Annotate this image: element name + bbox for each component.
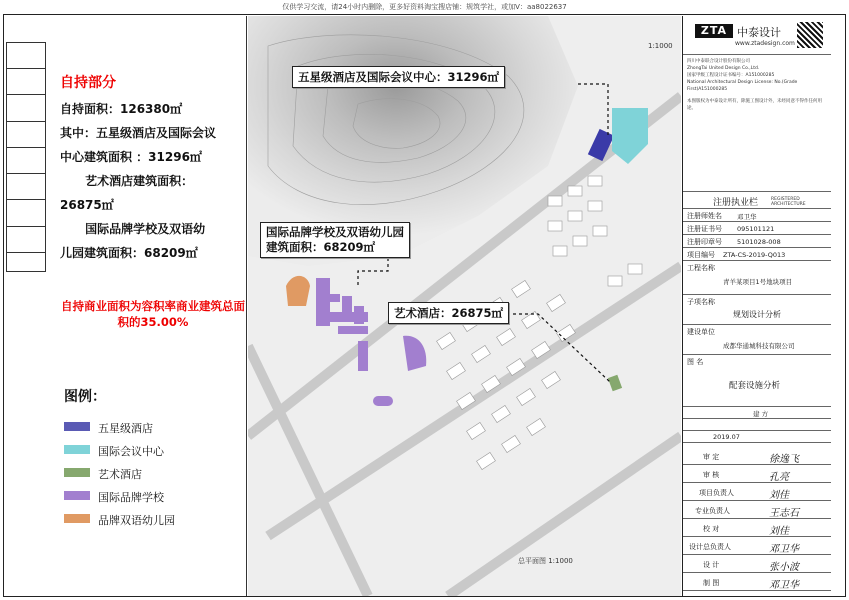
section-title: 自持部分 — [60, 75, 116, 91]
legend-label: 艺术酒店 — [98, 468, 142, 481]
area-line: 儿园建筑面积：68209㎡ — [60, 246, 198, 260]
signature: 徐逸飞 — [769, 454, 799, 465]
role-row: 设计总负责人 邓卫华 — [683, 537, 831, 555]
legend-swatch — [64, 445, 90, 454]
legend-label: 国际会议中心 — [98, 445, 164, 458]
area-line: 26875㎡ — [60, 198, 114, 212]
client-row: 建设单位 成都华通城科技有限公司 — [683, 325, 831, 355]
company-info: 四川中泰联合设计股份有限公司 ZhongTai United Design Co.,Ltd. 国家甲级工程设计证书编号：A151000285 National Architectural Design License: No.(Grade First)A151000285 — [687, 59, 798, 92]
legend-swatch — [64, 491, 90, 500]
drawing-title-row: 图 名 配套设施分析 — [683, 355, 831, 407]
callout-hotel-conference: 五星级酒店及国际会议中心：31296㎡ — [292, 66, 505, 88]
qr-code-icon — [797, 22, 823, 48]
role-row: 专业负责人 王志石 — [683, 501, 831, 519]
role-row: 校 对 刘佳 — [683, 519, 831, 537]
registry-row: 注册证书号 095101121 — [683, 222, 831, 235]
role-row: 审 定 徐逸飞 — [683, 447, 831, 465]
signature: 邓卫华 — [769, 580, 799, 591]
role-row: 制 图 邓卫华 — [683, 573, 831, 591]
signature: 刘佳 — [769, 526, 789, 537]
spacer-row — [683, 419, 831, 431]
date-row: 2019.07 — [683, 431, 831, 443]
role-row: 项目负责人 刘佳 — [683, 483, 831, 501]
header-note: 仅供学习交流，请24小时内删除，更多好资料淘宝搜店铺：规筑学社，或加V：aa8022637 — [282, 3, 567, 11]
callout-art-hotel: 艺术酒店：26875㎡ — [388, 302, 509, 324]
legend-label: 品牌双语幼儿园 — [98, 514, 175, 527]
area-line: 艺术酒店建筑面积： — [60, 174, 194, 188]
binding-strip — [6, 42, 46, 272]
title-block — [682, 16, 831, 596]
site-plan-map — [248, 16, 681, 596]
callout-school: 国际品牌学校及双语幼儿园 建筑面积：68209㎡ — [260, 222, 410, 258]
signature: 邓卫华 — [769, 544, 799, 555]
website: www.ztadesign.com — [735, 40, 795, 47]
area-line: 国际品牌学校及双语幼 — [60, 222, 206, 236]
legend-swatch — [64, 422, 90, 431]
ratio-note: 自持商业面积为容积率商业建筑总面积的35.00% — [61, 299, 245, 329]
role-row: 审 核 孔亮 — [683, 465, 831, 483]
scale-bottom: 总平面图 1:1000 — [518, 557, 573, 565]
role-row: 设 计 张小波 — [683, 555, 831, 573]
area-line: 自持面积：126380㎡ — [60, 102, 183, 116]
signature: 刘佳 — [769, 490, 789, 501]
registry-row: 项目编号 ZTA-CS-2019-Q013 — [683, 248, 831, 261]
area-line: 中心建筑面积 ：31296㎡ — [60, 150, 202, 164]
legend-swatch — [64, 468, 90, 477]
scale-top: 1:1000 — [648, 42, 673, 50]
info-panel — [46, 16, 247, 596]
area-line: 其中：五星级酒店及国际会议 — [60, 126, 217, 140]
legend-swatch — [64, 514, 90, 523]
legend-label: 五星级酒店 — [98, 422, 153, 435]
registry-row: 注册师姓名 邓卫华 — [683, 209, 831, 222]
legend-title: 图例： — [64, 389, 106, 405]
copyright: 本图版权为中泰设计所有，除施工图设计外，未经同意不得作任何用途。 — [687, 99, 822, 111]
legend-label: 国际品牌学校 — [98, 491, 164, 504]
company-logo: ZTA — [695, 24, 733, 38]
stage-row: 建 方 — [683, 407, 831, 419]
company-name: 中泰设计 — [737, 26, 781, 39]
registry-row: 注册印章号 5101028-008 — [683, 235, 831, 248]
signature: 孔亮 — [769, 472, 789, 483]
registry-header: 注册执业栏 REGISTERED ARCHITECTURE — [683, 191, 831, 209]
signature: 王志石 — [769, 508, 799, 519]
subitem-row: 子项名称 规划设计分析 — [683, 295, 831, 325]
signature: 张小波 — [769, 562, 799, 573]
project-name-row: 工程名称 青羊某项目1号地块项目 — [683, 261, 831, 295]
